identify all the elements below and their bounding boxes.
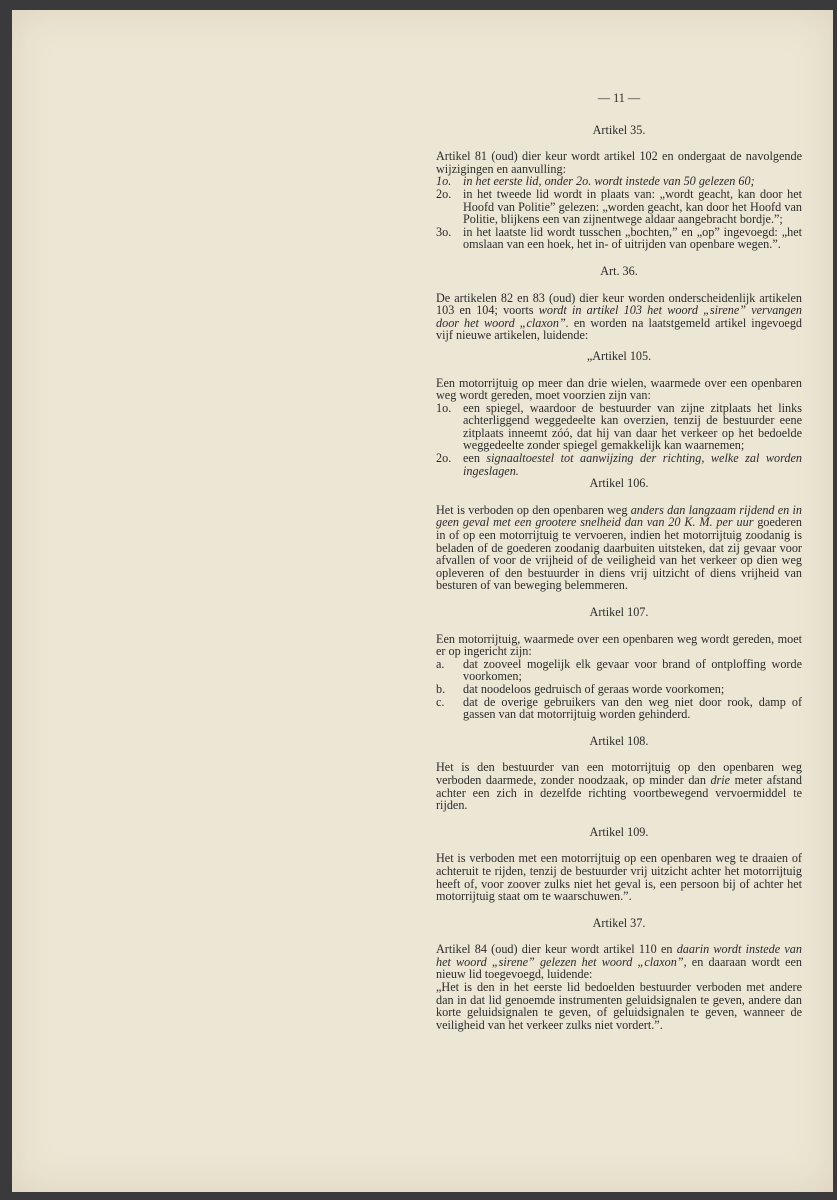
heading-artikel-106: Artikel 106. (589, 476, 649, 491)
art105-intro: Een motorrijtuig op meer dan drie wielen, waarmede over een openbaren weg wordt gereden, moet voorzien zijn van: (436, 375, 802, 403)
heading-artikel-108: Artikel 108. (589, 733, 649, 748)
item-text (463, 452, 802, 477)
item-label: c. (436, 694, 445, 709)
page-number: — 11 — (597, 91, 641, 105)
document-page (12, 10, 833, 1192)
heading-artikel-109: Artikel 109. (589, 824, 649, 839)
art108-paragraph (436, 761, 802, 811)
text-span: meter afstand achter een zich in dezelfde richting voortbewegend vervoermiddel te rijden. (436, 772, 803, 813)
italic-span: wordt in artikel 103 het woord „sirene” vervangen door het woord „claxon”. (436, 303, 802, 330)
item-text: in het eerste lid, onder 2o. wordt instede van 50 gelezen 60; (463, 174, 755, 189)
item-text: dat zooveel mogelijk elk gevaar voor brand of ontploffing worde voorkomen; (463, 656, 802, 684)
art35-item-2 (436, 188, 802, 226)
item-text: in het laatste lid wordt tusschen „bochten,” en „op” ingevoegd: „het omslaan van een hoek, het in- of uitrijden van openbare wegen.”. (463, 224, 802, 252)
item-label: 1o. (436, 400, 452, 415)
art107-item-a (436, 658, 802, 683)
item-text: dat de overige gebruikers van den weg niet door rook, damp of gassen van dat motorrijtuig worden gehinderd. (463, 694, 802, 722)
text-span: en worden na laatstgemeld artikel ingevoegd vijf nieuwe artikelen, luidende: (436, 315, 803, 343)
heading-artikel-37: Artikel 37. (592, 915, 646, 930)
item-text: een spiegel, waardoor de bestuurder van zijne zitplaats het links achterliggend weggedeelte kan overzien, tenzij de bestuurder eene zitplaats inneemt zóó, dat hij van daar het verkeer op het bedoelde weggedeelte zonder spiegel gemakkelijk kan waarnemen; (463, 400, 802, 453)
text-column (436, 92, 802, 1031)
heading-artikel-35: Artikel 35. (592, 122, 646, 137)
art35-item-3 (436, 226, 802, 251)
item-label: 3o. (436, 224, 452, 239)
art105-item-1 (436, 402, 802, 452)
art109-paragraph: Het is verboden met een motorrijtuig op een openbaren weg te draaien of achteruit te rijden, tenzij de bestuurder vrij uitzicht achter het motorrijtuig heeft of, voor zoover zulks niet het geval is, een persoon bij of achter het motorrijtuig staat om te waarschuwen.”. (436, 851, 802, 904)
item-label: 2o. (436, 186, 452, 201)
text-span: Het is verboden op den openbaren weg (436, 502, 631, 517)
item-label: b. (436, 681, 446, 696)
item-label: 2o. (436, 451, 452, 466)
item-text: in het tweede lid wordt in plaats van: „wordt geacht, kan door het Hoofd van Politie” gelezen: „worden geacht, kan door het Hoofd van Politie, blijkens een van zijnentwege aldaar aangebracht bordje.”; (463, 186, 802, 227)
heading-artikel-107: Artikel 107. (589, 605, 649, 619)
text-span: en daaraan wordt een nieuw lid toegevoegd, luidende: (436, 954, 802, 982)
art35-intro: Artikel 81 (oud) dier keur wordt artikel 102 en ondergaat de navolgende wijzigingen en aanvulling: (436, 149, 802, 176)
art105-item-2 (436, 452, 802, 477)
item-text: dat noodeloos gedruisch of geraas worde voorkomen; (463, 681, 725, 696)
item-label: 1o. (436, 174, 452, 189)
art36-paragraph (436, 292, 802, 342)
art106-paragraph (436, 504, 802, 592)
text-span: De artikelen 82 en 83 (oud) dier keur worden onderscheidenlijk artikelen 103 en 104; voorts (436, 290, 802, 318)
heading-art-36: Art. 36. (600, 263, 638, 278)
art37-quote: „Het is den in het eerste lid bedoelden bestuurder verboden met andere dan in dat lid genoemde instrumenten geluidsignalen te geven, andere dan korte geluidsignalen te geven, of geluidsignalen te geven, wanneer de veiligheid van het verkeer zulks niet vordert.”. (436, 980, 802, 1032)
art107-item-c (436, 696, 802, 721)
text-span: Het is den bestuurder van een motorrijtuig op den openbaren weg verboden daarmede, zonder noodzaak, op minder dan (436, 760, 802, 787)
italic-span: anders dan langzaam rijdend en in geen geval met een grootere snelheid dan van 20 K. M. per uur (436, 502, 802, 530)
heading-artikel-105: „Artikel 105. (586, 348, 652, 363)
text-span: een (463, 451, 487, 466)
italic-span: drie (710, 772, 731, 787)
text-span: goederen in of op een motorrijtuig te vervoeren, indien het motorrijtuig zoodanig is beladen of de goederen zoodanig daarbuiten uitsteken, dat zij gevaar voor afvallen of voor de vrijheid of de veiligheid van het verkeer op dien weg opleveren of den bestuurder in diens vrij uitzicht of diens vrijheid van besturen of van beweging belemmeren. (436, 515, 802, 593)
art37-paragraph (436, 943, 802, 981)
item-label: a. (436, 656, 445, 671)
italic-span: daarin wordt instede van het woord „sirene” gelezen het woord „claxon”, (436, 942, 802, 969)
art107-item-b (436, 683, 802, 696)
art107-intro: Een motorrijtuig, waarmede over een openbaren weg wordt gereden, moet er op ingericht zijn: (436, 631, 802, 659)
italic-span: signaaltoestel tot aanwijzing der richting, welke zal worden ingeslagen. (463, 451, 802, 478)
text-span: Artikel 84 (oud) dier keur wordt artikel 110 en (436, 942, 677, 957)
